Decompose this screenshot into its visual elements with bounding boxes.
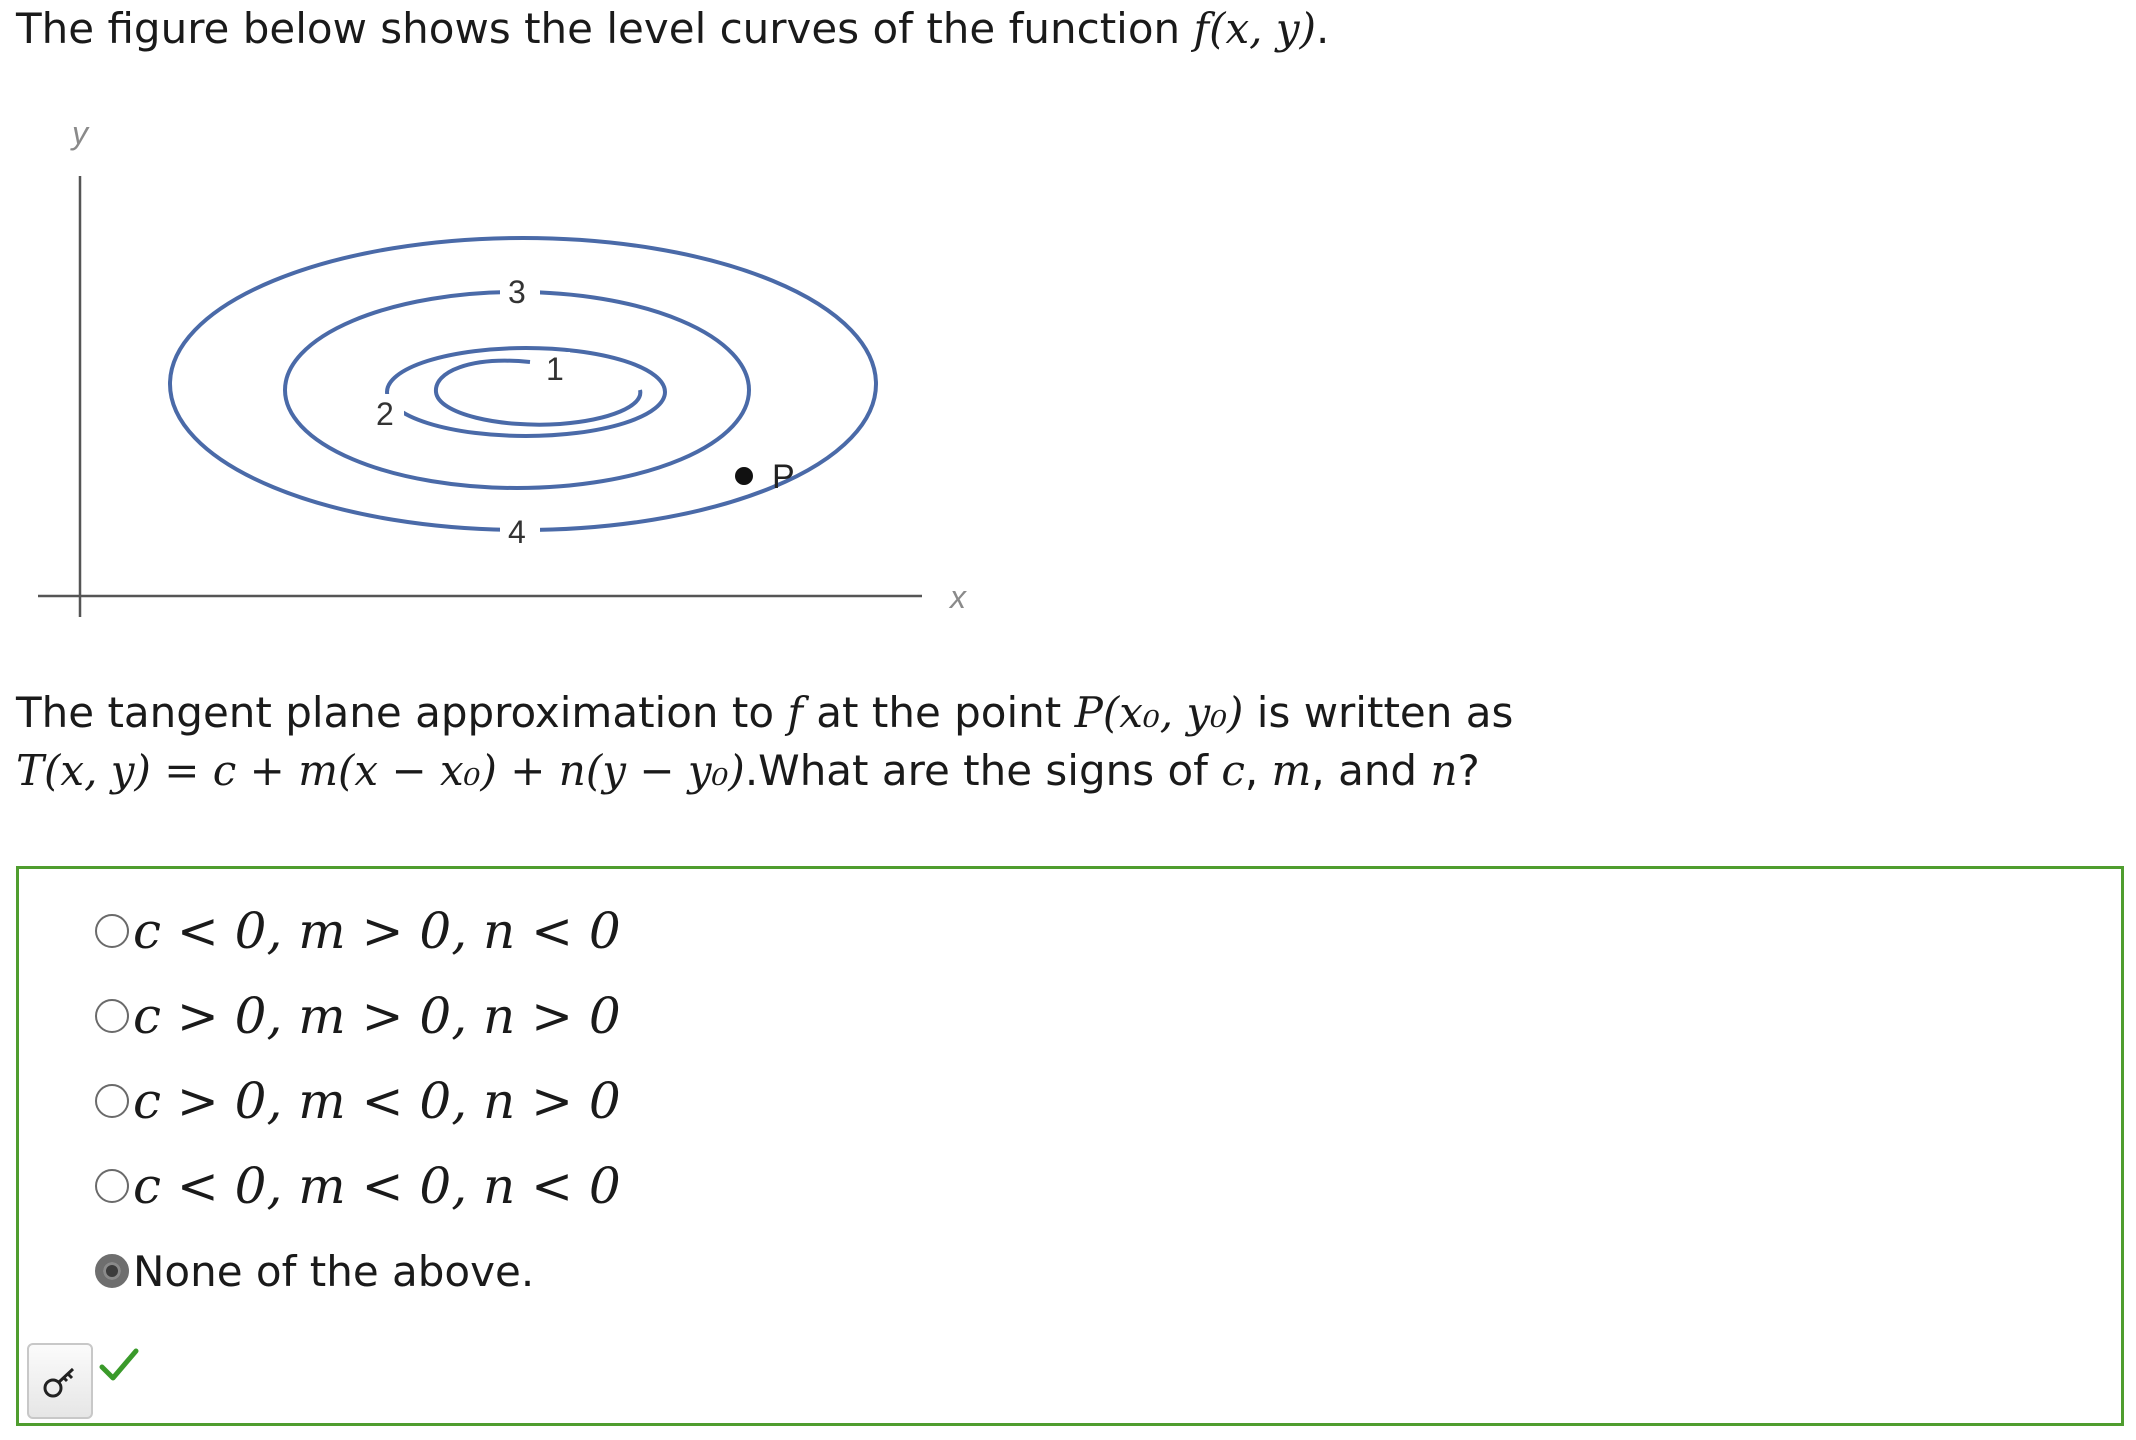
option-2[interactable] [95, 984, 621, 1048]
x-axis-label: x [950, 579, 966, 615]
point-p-marker [735, 467, 753, 485]
curve-label-4: 4 [508, 514, 526, 550]
key-icon [40, 1361, 80, 1401]
tangent-plane-formula: T(x, y) = c + m(x − x₀) + n(y − y₀) [16, 746, 745, 795]
intro-end: . [1315, 4, 1330, 53]
level-curves-figure [0, 100, 1000, 640]
intro-text [16, 4, 1329, 53]
radio-option-4[interactable] [95, 1169, 129, 1203]
radio-option-1[interactable] [95, 914, 129, 948]
point-expression: P(x₀, y₀) [1074, 688, 1244, 737]
radio-option-5-selected[interactable] [95, 1254, 129, 1288]
check-icon [99, 1347, 139, 1383]
option-5[interactable] [95, 1239, 534, 1303]
curve-label-2: 2 [376, 396, 394, 432]
option-3[interactable] [95, 1069, 621, 1133]
intro-text-main: The figure below shows the level curves of the function [16, 4, 1194, 53]
radio-option-3[interactable] [95, 1084, 129, 1118]
option-4-label: c < 0, m < 0, n < 0 [133, 1157, 621, 1215]
option-1[interactable] [95, 899, 621, 963]
intro-func: f [1193, 4, 1210, 53]
curve-label-3: 3 [508, 274, 526, 310]
option-5-label: None of the above. [133, 1246, 535, 1296]
question-line-1: The tangent plane approximation to f at the point P(x₀, y₀) is written as [16, 688, 1514, 737]
option-2-label: c > 0, m > 0, n > 0 [133, 987, 621, 1045]
y-axis-label: y [72, 115, 88, 151]
level-curve-3 [285, 292, 749, 488]
point-p-label: P [772, 458, 795, 496]
radio-option-2[interactable] [95, 999, 129, 1033]
key-button[interactable] [27, 1343, 93, 1419]
question-line-2: T(x, y) = c + m(x − x₀) + n(y − y₀).What are the signs of c, m, and n? [16, 746, 1480, 795]
intro-args: (x, y) [1209, 4, 1316, 53]
option-4[interactable] [95, 1154, 621, 1218]
answer-box [16, 866, 2124, 1426]
option-1-label: c < 0, m > 0, n < 0 [133, 902, 621, 960]
option-3-label: c > 0, m < 0, n > 0 [133, 1072, 621, 1130]
curve-label-1: 1 [546, 351, 564, 387]
